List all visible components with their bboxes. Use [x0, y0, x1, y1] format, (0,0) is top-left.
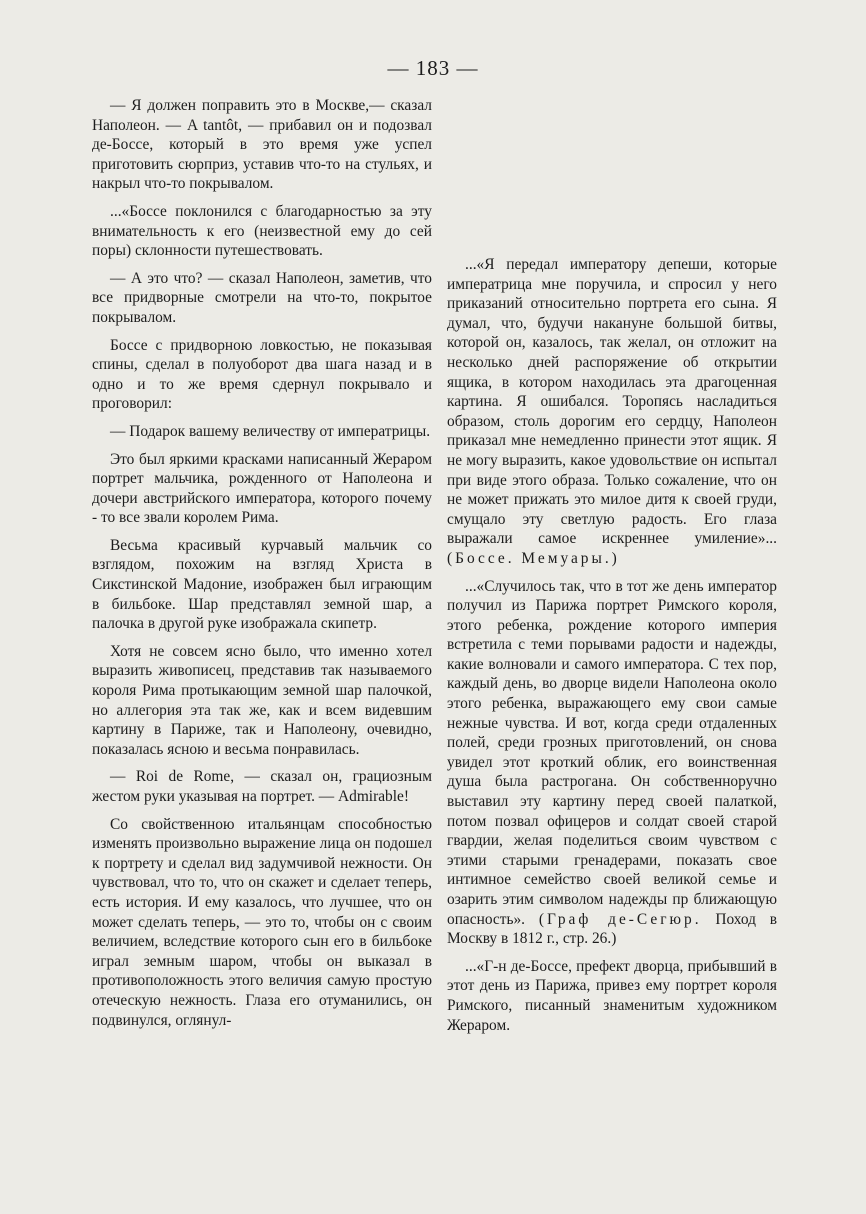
paragraph: Это был яркими красками написанный Жераром портрет мальчика, рожденного от Наполеона и дочери австрийского императора, которого почему - то все звали королем Рима. [92, 450, 432, 527]
paragraph: Весьма красивый курчавый мальчик со взглядом, похожим на взгляд Христа в Сикстинской Мадоние, изображен был играющим в бильбоке. Шар представлял земной шар, а палочка в другой руке изображала скипетр. [92, 536, 432, 633]
right-column [447, 255, 777, 1035]
paragraph: Боссе с придворною ловкостью, не показывая спины, сделал в полуоборот два шага назад и в одно и то же время сдернул покрывало и проговорил: [92, 336, 432, 413]
quote-source: (Боссе. Мемуары.) [447, 549, 620, 567]
quote-text: ...«Случилось так, что в тот же день император получил из Парижа портрет Римского короля, этого ребенка, рождение которого империя встретила с теми порывами радости и надежды, какие волновали и самого императора. С тех пор, каждый день, во дворце видели Наполеона около этого ребенка, выражающего ему свои самые нежные чувства. И вот, когда среди отдаленных полей, среди грозных приготовлений, он снова увидел этот кроткий облик, его воинственная душа была растрогана. Он собственноручно выставил эту картину перед своей палаткой, потом позвал офицеров и солдат своей старой гвардии, желая поделиться своим чувством с этими старыми гренадерами, показать свое интимное семейство своей великой семье и озарить этим символом надежды пр ближающую опасность». [447, 577, 777, 928]
paragraph: — Подарок вашему величеству от императрицы. [110, 422, 431, 440]
left-column [92, 96, 432, 1030]
paragraph: Со свойственною итальянцам способностью изменять произвольно выражение лица он подошел к портрету и сделал вид задумчивой нежности. Он чувствовал, что то, что он скажет и сделает теперь, есть история. И ему казалось, что лучшее, что он может сделать теперь, — это то, чтобы он с своим величием, вследствие которого сын его в бильбоке играл земным шаром, чтобы он выказал в противоположность этого величия самую простую отеческую нежность. Глаза его отуманились, он подвинулся, оглянул- [92, 815, 432, 1029]
page-number: — 183 — [387, 56, 479, 80]
paragraph: — Я должен поправить это в Москве,— сказал Наполеон. — A tantôt, — прибавил он и подозвал де-Боссе, который в это время уже успел приготовить сюрприз, уставив что-то на стульях, и накрыл что-то покрывалом. [92, 97, 432, 193]
quote-segur [447, 577, 777, 949]
quote-bosse [447, 255, 777, 569]
paragraph: Хотя не совсем ясно было, что именно хотел выразить живописец, представив так называемого короля Рима протыкающим земной шар палочкой, но аллегория эта так же, как и всем видевшим картину в Париже, так и Наполеону, очевидно, показалась ясною и весьма понравилась. [92, 642, 432, 758]
quote-continuation: ...«Г-н де-Боссе, префект дворца, прибывший в этот день из Парижа, привез ему портрет короля Римского, писанный знаменитым художником Жераром. [447, 957, 777, 1034]
paragraph: — А это что? — сказал Наполеон, заметив, что все придворные смотрели на что-то, покрытое покрывалом. [92, 269, 432, 326]
quote-text: ...«Я передал императору депеши, которые императрица мне поручила, и спросил у него приказаний относительно портрета его сына. Я думал, что, будучи накануне большой битвы, которой он, казалось, так желал, он отложит на несколько дней распоряжение об открытии ящика, в котором находилась эта драгоценная картина. Я ошибался. Торопясь насладиться образом, столь дорогим его сердцу, Наполеон приказал мне немедленно принести этот ящик. Я не могу выразить, какое удовольствие он испытал при виде этого образа. Только сожаление, что он не может прижать это милое дитя к своей груди, смущало эту светлую радость. Его глаза выражали самое искреннее умиление»... [447, 256, 777, 548]
quote-author: (Граф де-Сегюр. [538, 910, 702, 928]
quote-source: Поход в Москву в 1812 г., стр. 26.) [447, 910, 777, 948]
paragraph: — Roi de Rome, — сказал он, грациозным жестом руки указывая на портрет. — Admirable! [92, 768, 432, 805]
paragraph: ...«Боссе поклонился с благодарностью за эту внимательность к его (неизвестной ему до сей поры) склонности путешествовать. [92, 202, 432, 260]
